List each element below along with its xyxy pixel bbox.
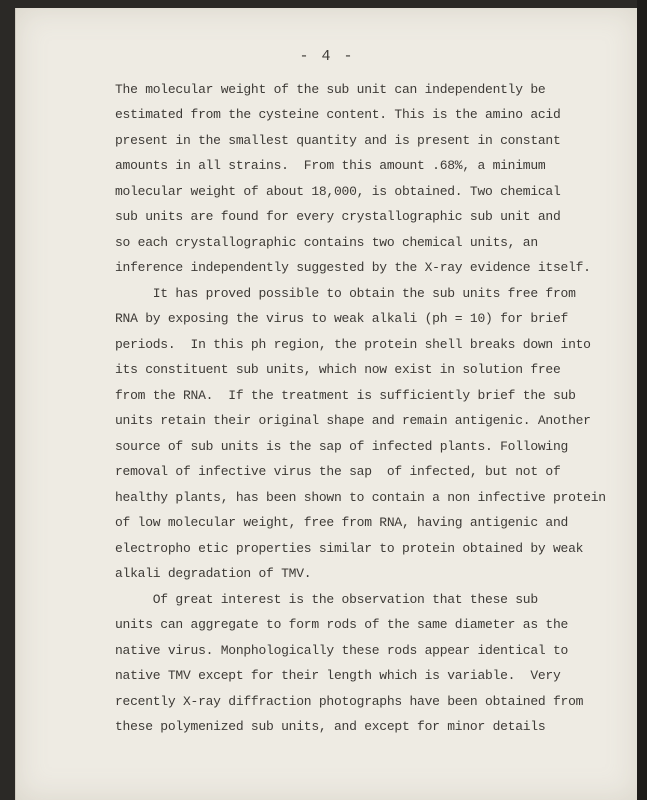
text-line: these polymenized sub units, and except for minor details xyxy=(115,719,546,734)
text-line: It has proved possible to obtain the sub units free from xyxy=(115,286,576,301)
text-line: RNA by exposing the virus to weak alkali (ph = 10) for brief xyxy=(115,311,569,326)
text-line: electropho etic properties similar to protein obtained by weak xyxy=(115,541,584,556)
text-line: The molecular weight of the sub unit can independently be xyxy=(115,82,546,97)
text-line: units retain their original shape and remain antigenic. Another xyxy=(115,413,591,428)
text-line: healthy plants, has been shown to contain a non infective protein xyxy=(115,490,606,505)
text-line: amounts in all strains. From this amount .68%, a minimum xyxy=(115,158,546,173)
text-line: periods. In this ph region, the protein shell breaks down into xyxy=(115,337,591,352)
text-line: units can aggregate to form rods of the same diameter as the xyxy=(115,617,569,632)
page-edge-shadow xyxy=(637,0,647,800)
text-line: present in the smallest quantity and is present in constant xyxy=(115,133,561,148)
page-number: - 4 - xyxy=(299,48,355,65)
text-line: molecular weight of about 18,000, is obtained. Two chemical xyxy=(115,184,561,199)
text-line: inference independently suggested by the X-ray evidence itself. xyxy=(115,260,591,275)
text-line: sub units are found for every crystallographic sub unit and xyxy=(115,209,561,224)
text-line: from the RNA. If the treatment is sufficiently brief the sub xyxy=(115,388,576,403)
text-line: source of sub units is the sap of infected plants. Following xyxy=(115,439,569,454)
text-line: estimated from the cysteine content. This is the amino acid xyxy=(115,107,561,122)
text-line: removal of infective virus the sap of infected, but not of xyxy=(115,464,561,479)
text-line: native virus. Monphologically these rods appear identical to xyxy=(115,643,569,658)
text-line: native TMV except for their length which is variable. Very xyxy=(115,668,561,683)
text-line: its constituent sub units, which now exist in solution free xyxy=(115,362,561,377)
text-line: recently X-ray diffraction photographs have been obtained from xyxy=(115,694,584,709)
text-line: so each crystallographic contains two chemical units, an xyxy=(115,235,538,250)
text-line: Of great interest is the observation that these sub xyxy=(115,592,538,607)
text-line: alkali degradation of TMV. xyxy=(115,566,312,581)
text-line: of low molecular weight, free from RNA, having antigenic and xyxy=(115,515,569,530)
document-page xyxy=(15,8,638,800)
